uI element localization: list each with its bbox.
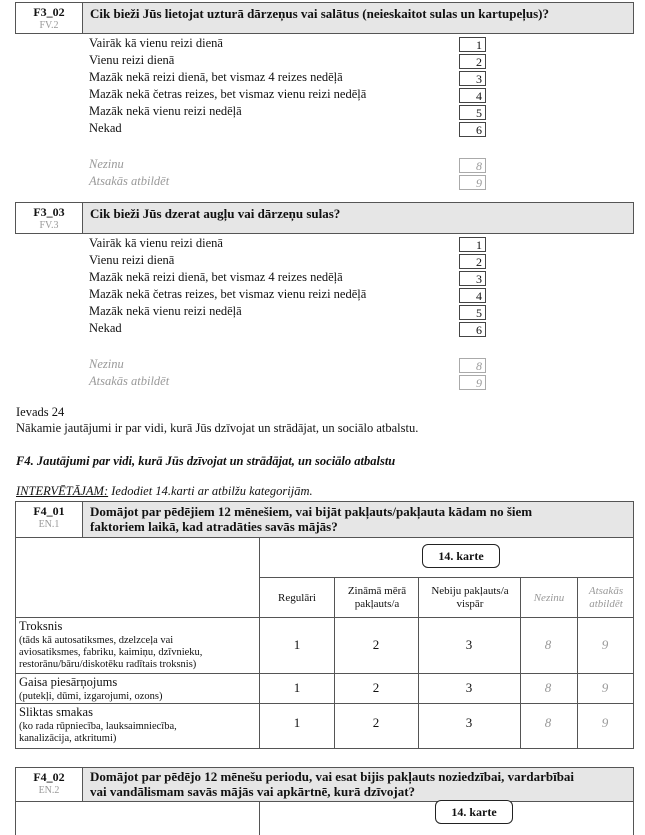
question-text-line2: faktoriem laikā, kad atradāties savās mājās?: [90, 519, 338, 534]
grid-divider: [418, 577, 419, 749]
question-code-box: [16, 203, 83, 233]
answer-code-special[interactable]: 9: [459, 375, 486, 390]
answer-code[interactable]: 1: [459, 37, 486, 52]
answer-code[interactable]: 3: [459, 71, 486, 86]
grid-answer-code[interactable]: 9: [601, 715, 609, 730]
grid-answer-code[interactable]: 2: [372, 680, 380, 695]
card-label: 14. karte: [435, 800, 513, 824]
row-sublabel: restorānu/bāru/diskotēku radītais troksnis): [19, 659, 197, 670]
question-code-box: [16, 3, 83, 33]
interviewer-instruction: [16, 484, 313, 499]
grid-answer-code[interactable]: 1: [293, 715, 301, 730]
answer-option-label: Nekad: [89, 121, 122, 135]
question-code: F4_02: [33, 770, 65, 784]
grid-divider: [15, 703, 634, 704]
answer-option-label: Mazāk nekā reizi dienā, bet vismaz 4 reizes nedēļā: [89, 70, 343, 84]
grid-divider: [334, 577, 335, 749]
answer-option-label-special: Nezinu: [89, 157, 124, 171]
answer-option-label-special: Atsakās atbildēt: [89, 174, 170, 188]
grid-answer-code[interactable]: 2: [372, 715, 380, 730]
col-header-regularly: Regulāri: [278, 592, 316, 604]
col-header-dont-know: Nezinu: [533, 592, 565, 604]
grid-answer-code[interactable]: 1: [293, 637, 301, 652]
answer-option-label: Mazāk nekā vienu reizi nedēļā: [89, 104, 242, 118]
grid-frame-f4-02: [15, 801, 634, 835]
question-code-box: [16, 502, 83, 537]
grid-answer-code[interactable]: 9: [601, 680, 609, 695]
question-subcode: EN.1: [38, 519, 60, 530]
intro-title: Ievads 24: [16, 405, 65, 419]
question-text: Cik bieži Jūs dzerat augļu vai dārzeņu sulas?: [90, 206, 341, 221]
col-header-never: Nebiju pakļauts/a vispār: [431, 585, 509, 610]
row-label: Troksnis: [19, 619, 63, 633]
grid-answer-code[interactable]: 3: [465, 680, 473, 695]
answer-code[interactable]: 2: [459, 54, 486, 69]
question-subcode: EN.2: [38, 785, 60, 796]
answer-option-label-special: Atsakās atbildēt: [89, 374, 170, 388]
intro-text: Nākamie jautājumi ir par vidi, kurā Jūs dzīvojat un strādājat, un sociālo atbalstu.: [16, 421, 419, 435]
question-text: [90, 504, 532, 534]
answer-option-label: Vienu reizi dienā: [89, 253, 175, 267]
answer-option-label: Mazāk nekā četras reizes, bet vismaz vienu reizi nedēļā: [89, 87, 367, 101]
grid-answer-code[interactable]: 3: [465, 715, 473, 730]
grid-divider: [15, 617, 634, 618]
question-text: Cik bieži Jūs lietojat uzturā dārzeņus vai salātus (neieskaitot sulas un kartupeļus)?: [90, 6, 550, 21]
question-header-f4-01: [15, 501, 634, 538]
answer-code[interactable]: 4: [459, 88, 486, 103]
grid-answer-code[interactable]: 9: [601, 637, 609, 652]
answer-option-label: Vienu reizi dienā: [89, 53, 175, 67]
question-code: F3_03: [33, 205, 65, 219]
answer-code[interactable]: 4: [459, 288, 486, 303]
row-sublabel: aviosatiksmes, fabriku, kaimiņu, dzīvnieku,: [19, 647, 203, 658]
row-label: Gaisa piesārņojums: [19, 675, 118, 689]
question-code: F4_01: [33, 504, 65, 518]
answer-option-label: Vairāk kā vienu reizi dienā: [89, 36, 223, 50]
question-text-line1: Domājot par pēdējo 12 mēnešu periodu, vai esat bijis pakļauts noziedzībai, vardarbībai: [90, 769, 575, 784]
question-text: [90, 769, 574, 799]
col-header-refused: Atsakās atbildēt: [588, 585, 624, 610]
row-sublabel: kanalizācija, atkritumi): [19, 733, 117, 744]
grid-answer-code[interactable]: 2: [372, 637, 380, 652]
answer-code[interactable]: 5: [459, 305, 486, 320]
answer-option-label: Mazāk nekā četras reizes, bet vismaz vienu reizi nedēļā: [89, 287, 367, 301]
answer-code[interactable]: 6: [459, 122, 486, 137]
question-text-line2: vai vandālismam savās mājās vai apkārtnē, kurā dzīvojat?: [90, 784, 416, 799]
grid-answer-code[interactable]: 8: [544, 680, 552, 695]
row-label: Sliktas smakas: [19, 705, 93, 719]
answer-code[interactable]: 2: [459, 254, 486, 269]
grid-divider: [259, 537, 260, 749]
answer-option-label: Mazāk nekā vienu reizi nedēļā: [89, 304, 242, 318]
instruction-label: INTERVĒTĀJAM:: [16, 484, 109, 498]
answer-code-special[interactable]: 8: [459, 158, 486, 173]
row-sublabel: (ko rada rūpniecība, lauksaimniecība,: [19, 721, 177, 732]
answer-code[interactable]: 3: [459, 271, 486, 286]
answer-option-label-special: Nezinu: [89, 357, 124, 371]
answer-option-label: Mazāk nekā reizi dienā, bet vismaz 4 reizes nedēļā: [89, 270, 343, 284]
instruction-text: Iedodiet 14.karti ar atbilžu kategorijām.: [108, 484, 313, 498]
answer-option-label: Nekad: [89, 321, 122, 335]
row-sublabel: (putekļi, dūmi, izgarojumi, ozons): [19, 691, 163, 702]
question-text-line1: Domājot par pēdējiem 12 mēnešiem, vai bijāt pakļauts/pakļauta kādam no šiem: [90, 504, 533, 519]
section-title: F4. Jautājumi par vidi, kurā Jūs dzīvojat un strādājat, un sociālo atbalstu: [16, 454, 396, 468]
card-label: 14. karte: [422, 544, 500, 568]
answer-code-special[interactable]: 8: [459, 358, 486, 373]
row-sublabel: (tāds kā autosatiksmes, dzelzceļa vai: [19, 635, 174, 646]
question-subcode: FV.3: [39, 220, 59, 231]
grid-answer-code[interactable]: 3: [465, 637, 473, 652]
grid-divider: [15, 673, 634, 674]
answer-code-special[interactable]: 9: [459, 175, 486, 190]
answer-code[interactable]: 1: [459, 237, 486, 252]
col-header-partly: Zināmā mērā pakļauts/a: [347, 585, 407, 610]
grid-answer-code[interactable]: 8: [544, 715, 552, 730]
answer-option-label: Vairāk kā vienu reizi dienā: [89, 236, 223, 250]
question-code: F3_02: [33, 5, 65, 19]
answer-code[interactable]: 6: [459, 322, 486, 337]
answer-code[interactable]: 5: [459, 105, 486, 120]
question-header-f3-02: [15, 2, 634, 34]
question-header-f4-02: [15, 767, 634, 802]
question-code-box: [16, 768, 83, 801]
grid-answer-code[interactable]: 8: [544, 637, 552, 652]
grid-answer-code[interactable]: 1: [293, 680, 301, 695]
grid-divider: [259, 801, 260, 835]
question-header-f3-03: [15, 202, 634, 234]
question-subcode: FV.2: [39, 20, 59, 31]
